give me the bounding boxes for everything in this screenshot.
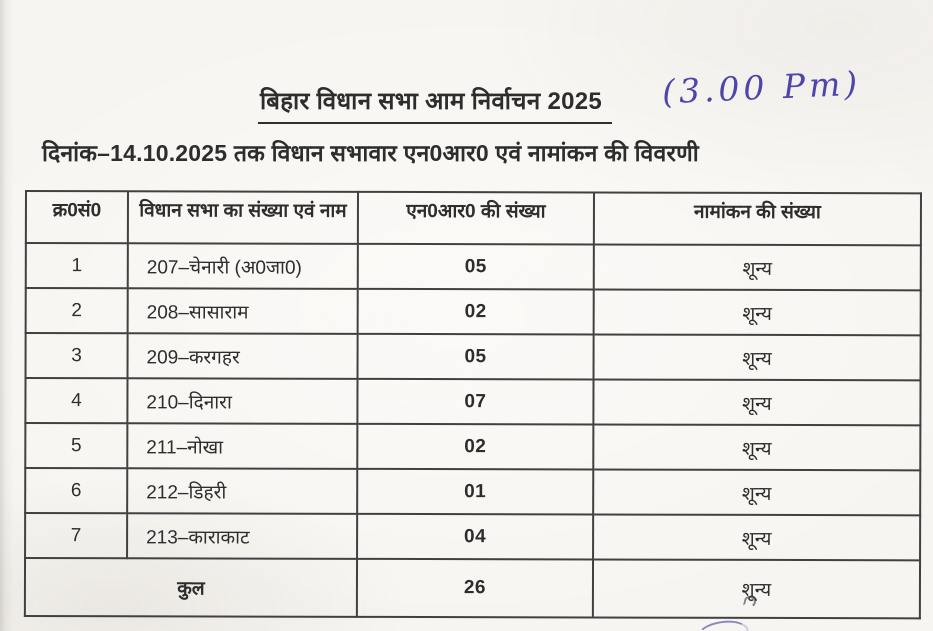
- cell-nr-count: 01: [357, 469, 593, 515]
- cell-nomination-count: शून्य: [593, 379, 920, 425]
- table-row: [25, 513, 920, 560]
- cell-constituency: 212–डिहरी: [127, 468, 357, 514]
- cell-constituency: 213–काराकाट: [127, 513, 357, 559]
- cell-nomination-count: शून्य: [593, 469, 920, 515]
- cell-sno: 4: [25, 378, 127, 423]
- cell-nomination-count: शून्य: [593, 424, 920, 470]
- document-subtitle: दिनांक–14.10.2025 तक विधान सभावार एन0आर0 एवं नामांकन की विवरणी: [42, 140, 699, 166]
- total-nr-count-cell: 26: [357, 559, 593, 618]
- cell-constituency: 211–नोखा: [127, 423, 357, 469]
- cell-sno: 7: [25, 513, 127, 558]
- cell-sno: 6: [25, 468, 127, 513]
- cell-constituency: 210–दिनारा: [127, 378, 357, 424]
- cell-nomination-count: शून्य: [593, 514, 920, 560]
- document-title: बिहार विधान सभा आम निर्वाचन 2025: [258, 84, 612, 124]
- table-row: [25, 378, 920, 425]
- cell-sno: 5: [25, 423, 127, 468]
- column-header-nomination-count: नामांकन की संख्या: [594, 192, 921, 245]
- cell-nr-count: 07: [357, 379, 593, 425]
- cell-constituency: 208–सासाराम: [128, 288, 358, 334]
- column-header-nr-count: एन0आर0 की संख्या: [358, 192, 594, 245]
- column-header-sno: क्र0सं0: [26, 191, 128, 243]
- cell-nr-count: 02: [357, 424, 593, 470]
- table-row: [26, 243, 921, 290]
- cell-constituency: 209–करगहर: [128, 333, 358, 379]
- nr-nomination-table-wrap: [24, 190, 920, 619]
- cell-constituency: 207–चेनारी (अ0जा0): [128, 243, 358, 289]
- total-label-cell: कुल: [25, 558, 357, 617]
- cell-nomination-count: शून्य: [594, 334, 921, 380]
- table-row: [26, 288, 921, 335]
- cell-sno: 1: [26, 243, 128, 288]
- title-line: [258, 84, 612, 124]
- total-nomination-count-cell: शून्य: [593, 559, 920, 618]
- nr-nomination-table: [24, 190, 922, 619]
- cell-sno: 3: [26, 333, 128, 378]
- cell-nr-count: 04: [357, 514, 593, 560]
- total-row: [25, 558, 920, 618]
- partial-signature-mark: [695, 618, 750, 631]
- cell-nr-count: 05: [358, 244, 594, 290]
- cell-nomination-count: शून्य: [594, 244, 921, 290]
- handwritten-time-note: (3.00 Pm): [661, 63, 862, 112]
- table-row: [25, 468, 920, 515]
- cell-nr-count: 02: [358, 289, 594, 335]
- cell-nomination-count: शून्य: [594, 289, 921, 335]
- table-row: [26, 333, 921, 380]
- cell-sno: 2: [26, 288, 128, 333]
- cell-nr-count: 05: [358, 334, 594, 380]
- table-row: [25, 423, 920, 470]
- header-row: [26, 191, 921, 245]
- column-header-constituency: विधान सभा का संख्या एवं नाम: [128, 191, 358, 244]
